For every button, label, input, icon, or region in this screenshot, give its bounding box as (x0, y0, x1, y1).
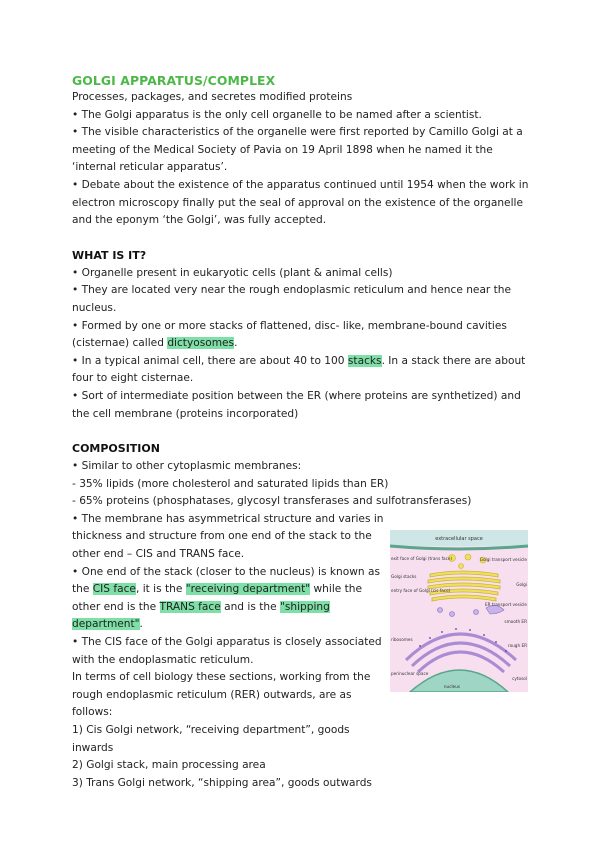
er-vesicle (474, 610, 479, 615)
highlight-receiving: "receiving department" (185, 583, 311, 596)
golgi-diagram (390, 530, 528, 692)
label-smooth-er: smooth ER (504, 619, 527, 624)
label-cytosol: cytosol (512, 676, 527, 681)
comp-line-9: 2) Golgi stack, main processing area (72, 759, 266, 772)
intro-line-2: • The Golgi apparatus is the only cell organelle to be named after a scientist. (72, 108, 482, 121)
label-entry-face: entry face of Golgi (cis face) (391, 588, 451, 593)
highlight-dictyosomes: dictyosomes (167, 337, 235, 350)
comp-line-3: - 65% proteins (phosphatases, glycosyl transferases and sulfotransferases) (72, 495, 472, 508)
intro-line-3: • The visible characteristics of the organelle were first reported by Camillo Golgi at a meeting of the Medical Society of Pavia on 19 April 1898 when he named it the ‘internal reticular apparatus’. (72, 126, 523, 174)
heading-what-is-it: WHAT IS IT? (72, 248, 147, 262)
label-transport-vesicle: Golgi transport vesicle (479, 557, 527, 562)
label-golgi: Golgi (516, 582, 527, 587)
title-golgi: GOLGI APPARATUS/COMPLEX (72, 73, 276, 88)
composition-left-column (72, 511, 384, 793)
label-exit-face: exit face of Golgi (trans face) (391, 556, 453, 561)
label-nucleus: nucleus (443, 684, 461, 689)
comp-line-1: • Similar to other cytoplasmic membranes: (72, 460, 302, 473)
what-line-1: • Organelle present in eukaryotic cells (plant & animal cells) (72, 266, 393, 279)
label-er-transport: ER transport vesicle (484, 602, 527, 607)
vesicle (459, 564, 464, 569)
highlight-trans-face: TRANS face (159, 600, 221, 613)
label-golgi-stacks: Golgi stacks (391, 574, 417, 579)
label-perinuclear: perinuclear space (391, 671, 429, 676)
er-vesicle (438, 608, 443, 613)
er-vesicle (450, 612, 455, 617)
heading-composition: COMPOSITION (72, 442, 160, 456)
label-extracellular: extracellular space (435, 536, 483, 542)
highlight-stacks: stacks (347, 354, 382, 367)
comp-line-2: - 35% lipids (more cholesterol and saturated lipids than ER) (72, 477, 389, 490)
intro-line-1: Processes, packages, and secretes modified proteins (72, 91, 353, 103)
intro-line-4: • Debate about the existence of the apparatus continued until 1954 when the work in electron microscopy finally put the seal of approval on the existence of the organelle and the eponym ‘the Golgi’, was fully accepted. (72, 178, 529, 227)
what-line-2: • They are located very near the rough endoplasmic reticulum and hence near the nucleus. (72, 284, 512, 314)
comp-line-4: • The membrane has asymmetrical structure and varies in thickness and structure from one end of the stack to the other end – CIS and TRANS face. (72, 512, 384, 561)
comp-line-7: In terms of cell biology these sections, working from the rough endoplasmic reticulum (RER) outwards, are as follows: (72, 671, 371, 719)
what-line-3: • Formed by one or more stacks of flattened, disc- like, membrane-bound cavities (cisternae) called dictyosomes. (72, 319, 507, 350)
comp-line-6: • The CIS face of the Golgi apparatus is closely associated with the endoplasmatic reticulum. (72, 636, 382, 666)
label-rough-er: rough ER (507, 643, 527, 648)
highlight-cis-face: CIS face (92, 583, 136, 596)
highlight-shipping: "shipping department" (72, 600, 330, 631)
comp-line-8: 1) Cis Golgi network, “receiving department”, goods inwards (72, 724, 350, 754)
golgi-diagram-svg (390, 530, 528, 692)
what-line-5: • Sort of intermediate position between the ER (where proteins are synthetized) and the cell membrane (proteins incorporated) (72, 389, 521, 420)
vesicle (465, 554, 471, 560)
comp-line-10: 3) Trans Golgi network, “shipping area”, goods outwards (72, 776, 372, 789)
label-ribosomes: ribosomes (391, 637, 413, 642)
what-line-4: • In a typical animal cell, there are about 40 to 100 stacks. In a stack there are about four to eight cisternae. (72, 354, 526, 385)
comp-line-5: • One end of the stack (closer to the nucleus) is known as the CIS face, it is the "receiving department" while the other end is the TRANS face and is the "shipping department". (72, 565, 380, 631)
